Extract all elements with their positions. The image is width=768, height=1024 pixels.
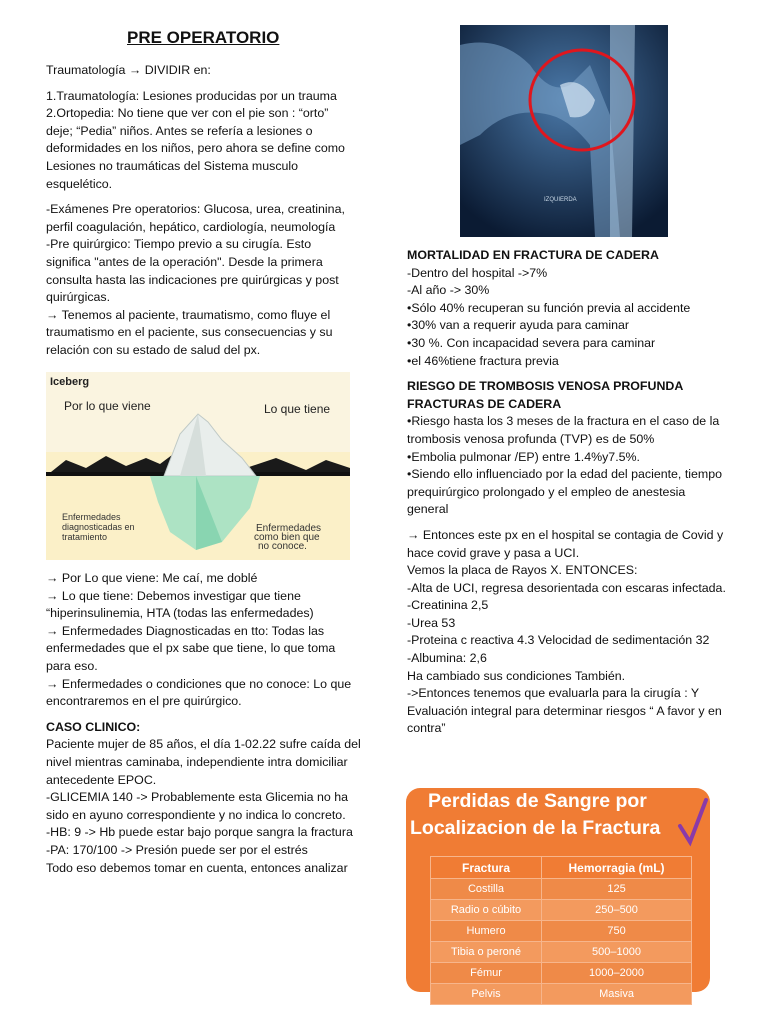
iceberg-right-top: Lo que tiene (264, 402, 331, 416)
caso-2: -GLICEMIA 140 -> Probablemente esta Glicemia no ha sido en ayuno correspondiente y no indica lo concreto. (46, 790, 349, 822)
xray-graphic (460, 25, 668, 237)
caso-3: -HB: 9 -> Hb puede estar bajo porque sangra la fractura (46, 825, 353, 840)
tvp-2: •Embolia pulmonar /EP) entre 1.4%y7.5%. (407, 449, 640, 464)
tvp-title: RIESGO DE TROMBOSIS VENOSA PROFUNDA FRACTURAS DE CADERA (407, 379, 683, 411)
caso-clinico-title: CASO CLINICO: (46, 719, 141, 734)
caso-4: -PA: 170/100 -> Presión puede ser por el estrés (46, 842, 308, 857)
alta-text: -Alta de UCI, regresa desorientada con escaras infectada. (407, 580, 726, 595)
tvp-3: •Siendo ello influenciado por la edad del paciente, tiempo prequirúrgico prolongado y el empleo de anestesia general (407, 467, 723, 517)
prequirurgico-text: -Pre quirúrgico: Tiempo previo a su cirugía. Esto significa "antes de la operación". Desde la primera consulta hasta las indicaciones pre quirúrgicas y post quirúrgicas. (46, 237, 339, 305)
blood-loss-panel (406, 788, 710, 1000)
iceberg-left-top: Por lo que viene (64, 399, 151, 413)
division-2: 2.Ortopedia: No tiene que ver con el pie son : “orto” deje; “Pedia” niños. Antes se refería a lesiones o deformidades en los niños, pero ahora se define como Lesiones no traumáticas del Sistema musculo esquelético. (46, 106, 345, 191)
iceberg-right-bottom-b: como bien que (254, 532, 320, 543)
checkmark-icon (678, 798, 708, 848)
creatinina-text: -Creatinina 2,5 (407, 598, 489, 613)
lo-que-tiene: → Lo que tiene: Debemos investigar que tiene “hiperinsulinemia, HTA (todas las enfermedades) (46, 588, 314, 621)
examenes-text: -Exámenes Pre operatorios: Glucosa, urea, creatinina, perfil coagulación, hepático, cardiología, neumología (46, 202, 345, 234)
caso-5: Todo eso debemos tomar en cuenta, entonces analizar (46, 860, 348, 875)
table-row (431, 942, 692, 963)
header-hemorragia: Hemorragia (mL) (542, 857, 692, 879)
table-row (431, 921, 692, 942)
cell-fractura: Humero (431, 921, 542, 942)
mort-item: •Sólo 40% recuperan su función previa al accidente (407, 300, 691, 315)
cell-fractura: Fémur (431, 963, 542, 984)
tenemos-text: → Tenemos al paciente, traumatismo, como fluye el traumatismo en el paciente, sus consecuencias y su relación con su estado de salud del px. (46, 307, 333, 357)
left-column-lower (46, 570, 362, 877)
xray-label: IZQUIERDA (544, 197, 577, 203)
left-column (46, 62, 358, 360)
cell-fractura: Costilla (431, 879, 542, 900)
cell-hemorragia: 250–500 (542, 900, 692, 921)
pcr-text: -Proteina c reactiva 4.3 Velocidad de sedimentación 32 (407, 633, 710, 648)
por-lo-que-viene: → Por Lo que viene: Me caí, me doblé (46, 571, 258, 585)
cell-fractura: Radio o cúbito (431, 900, 542, 921)
header-fractura: Fractura (431, 857, 542, 879)
iceberg-right-bottom-c: no conoce. (258, 541, 307, 552)
tvp-1: •Riesgo hasta los 3 meses de la fractura en el caso de la trombosis venosa profunda (TVP) es de 50% (407, 414, 720, 446)
iceberg-right-bottom-a: Enfermedades (256, 523, 322, 534)
cell-hemorragia: 500–1000 (542, 942, 692, 963)
mort-item: •el 46%tiene fractura previa (407, 353, 559, 368)
evaluacion-text: ->Entonces tenemos que evaluarla para la cirugía : Y Evaluación integral para determinar riesgos “ A favor y en contra” (407, 686, 722, 736)
blood-loss-table (430, 856, 692, 1005)
iceberg-left-bottom: Enfermedades diagnosticadas en tratamiento (62, 512, 135, 542)
cell-hemorragia: Masiva (542, 984, 692, 1005)
division-1: 1.Traumatología: Lesiones producidas por un trauma (46, 88, 337, 103)
table-row (431, 900, 692, 921)
intro-text: Traumatología → DIVIDIR en: (46, 63, 211, 77)
mort-item: •30 %. Con incapacidad severa para caminar (407, 335, 656, 350)
enfermedades-no-conoce: → Enfermedades o condiciones que no conoce: Lo que encontraremos en el pre quirúrgico. (46, 676, 352, 709)
urea-text: -Urea 53 (407, 615, 456, 630)
placa-text: Vemos la placa de Rayos X. ENTONCES: (407, 563, 638, 578)
cell-hemorragia: 750 (542, 921, 692, 942)
albumina-text: -Albumina: 2,6 (407, 651, 487, 666)
covid-text: → Entonces este px en el hospital se contagia de Covid y hace covid grave y pasa a UCI. (407, 527, 724, 560)
caso-1: Paciente mujer de 85 años, el día 1-02.22 sufre caída del nivel mientras caminaba, independiente intra domiciliar antecedente EPOC. (46, 737, 361, 787)
table-row (431, 984, 692, 1005)
mort-item: -Dentro del hospital ->7% (407, 265, 548, 280)
cambiado-text: Ha cambiado sus condiciones También. (407, 668, 626, 683)
enfermedades-diagnosticadas: → Enfermedades Diagnosticadas en tto: Todas las enfermedades que el px sabe que tiene, lo que toma para eso. (46, 623, 336, 673)
right-column (407, 247, 727, 738)
iceberg-diagram (46, 372, 350, 560)
cell-hemorragia: 1000–2000 (542, 963, 692, 984)
cell-fractura: Tibia o peroné (431, 942, 542, 963)
table-row (431, 879, 692, 900)
mortalidad-title: MORTALIDAD EN FRACTURA DE CADERA (407, 248, 659, 262)
mort-item: •30% van a requerir ayuda para caminar (407, 318, 629, 333)
xray-image (460, 25, 668, 237)
cell-hemorragia: 125 (542, 879, 692, 900)
table-row (431, 963, 692, 984)
blood-title-2: Localizacion de la Fractura (410, 817, 661, 839)
blood-title-1: Perdidas de Sangre por (428, 790, 647, 812)
iceberg-title: Iceberg (50, 376, 90, 388)
cell-fractura: Pelvis (431, 984, 542, 1005)
mort-item: -Al año -> 30% (407, 283, 490, 298)
page-title: PRE OPERATORIO (127, 28, 280, 47)
